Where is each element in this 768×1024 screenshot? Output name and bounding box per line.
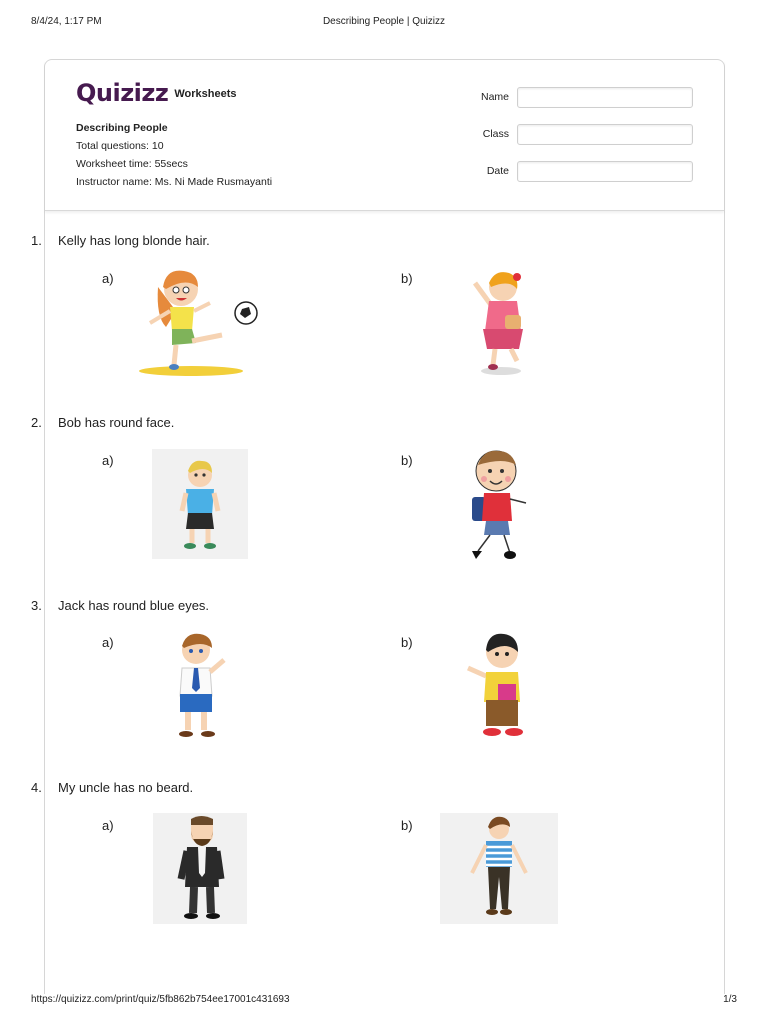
name-field-row: [465, 86, 693, 108]
print-title: Describing People | Quizizz: [322, 16, 446, 27]
boy-holding-books-illustration: [460, 630, 538, 742]
question-text: Jack has round blue eyes.: [58, 598, 210, 613]
question-number: 4.: [31, 780, 42, 795]
class-field[interactable]: [517, 124, 693, 145]
question-number: 3.: [31, 598, 42, 613]
quizizz-logo: [76, 80, 237, 106]
date-label: Date: [486, 165, 509, 177]
class-field-row: [465, 123, 693, 145]
round-face-boy-with-backpack-illustration: [464, 447, 532, 561]
question-number: 1.: [31, 233, 42, 248]
logo-wordmark: Quizizz: [76, 79, 169, 107]
option-a-label: a): [102, 453, 114, 468]
option-a-label: a): [102, 635, 114, 650]
option-b-label: b): [401, 453, 413, 468]
instructor-name: Instructor name: Ms. Ni Made Rusmayanti: [76, 176, 273, 188]
girl-kicking-ball-illustration: [136, 265, 262, 377]
print-date: 8/4/24, 1:17 PM: [31, 16, 102, 27]
bearded-man-in-suit-illustration: [153, 813, 247, 924]
option-b-label: b): [401, 271, 413, 286]
name-field[interactable]: [517, 87, 693, 108]
option-a-label: a): [102, 818, 114, 833]
page-counter: 1/3: [723, 994, 737, 1005]
worksheet-header: [45, 60, 724, 211]
option-b-label: b): [401, 818, 413, 833]
worksheet-card: [44, 59, 725, 994]
man-in-striped-shirt-illustration: [440, 813, 558, 924]
date-field[interactable]: [517, 161, 693, 182]
option-a-label: a): [102, 271, 114, 286]
class-label: Class: [482, 128, 509, 140]
print-footer: [0, 994, 768, 1008]
total-questions: Total questions: 10: [76, 140, 164, 152]
date-field-row: [465, 160, 693, 182]
name-label: Name: [480, 91, 509, 103]
option-b-label: b): [401, 635, 413, 650]
girl-with-bag-waving-illustration: [461, 265, 539, 378]
worksheet-title: Describing People: [76, 122, 168, 134]
worksheet-time: Worksheet time: 55secs: [76, 158, 188, 170]
print-header: [0, 16, 768, 30]
question-text: Bob has round face.: [58, 415, 175, 430]
print-url: https://quizizz.com/print/quiz/5fb862b754ee17001c431693: [31, 994, 290, 1005]
question-number: 2.: [31, 415, 42, 430]
logo-section: Worksheets: [174, 88, 237, 100]
question-text: My uncle has no beard.: [58, 780, 194, 795]
worksheet-meta: [76, 119, 272, 191]
question-text: Kelly has long blonde hair.: [58, 233, 210, 248]
schoolboy-with-tie-illustration: [162, 630, 236, 742]
blonde-boy-standing-illustration: [152, 449, 248, 559]
